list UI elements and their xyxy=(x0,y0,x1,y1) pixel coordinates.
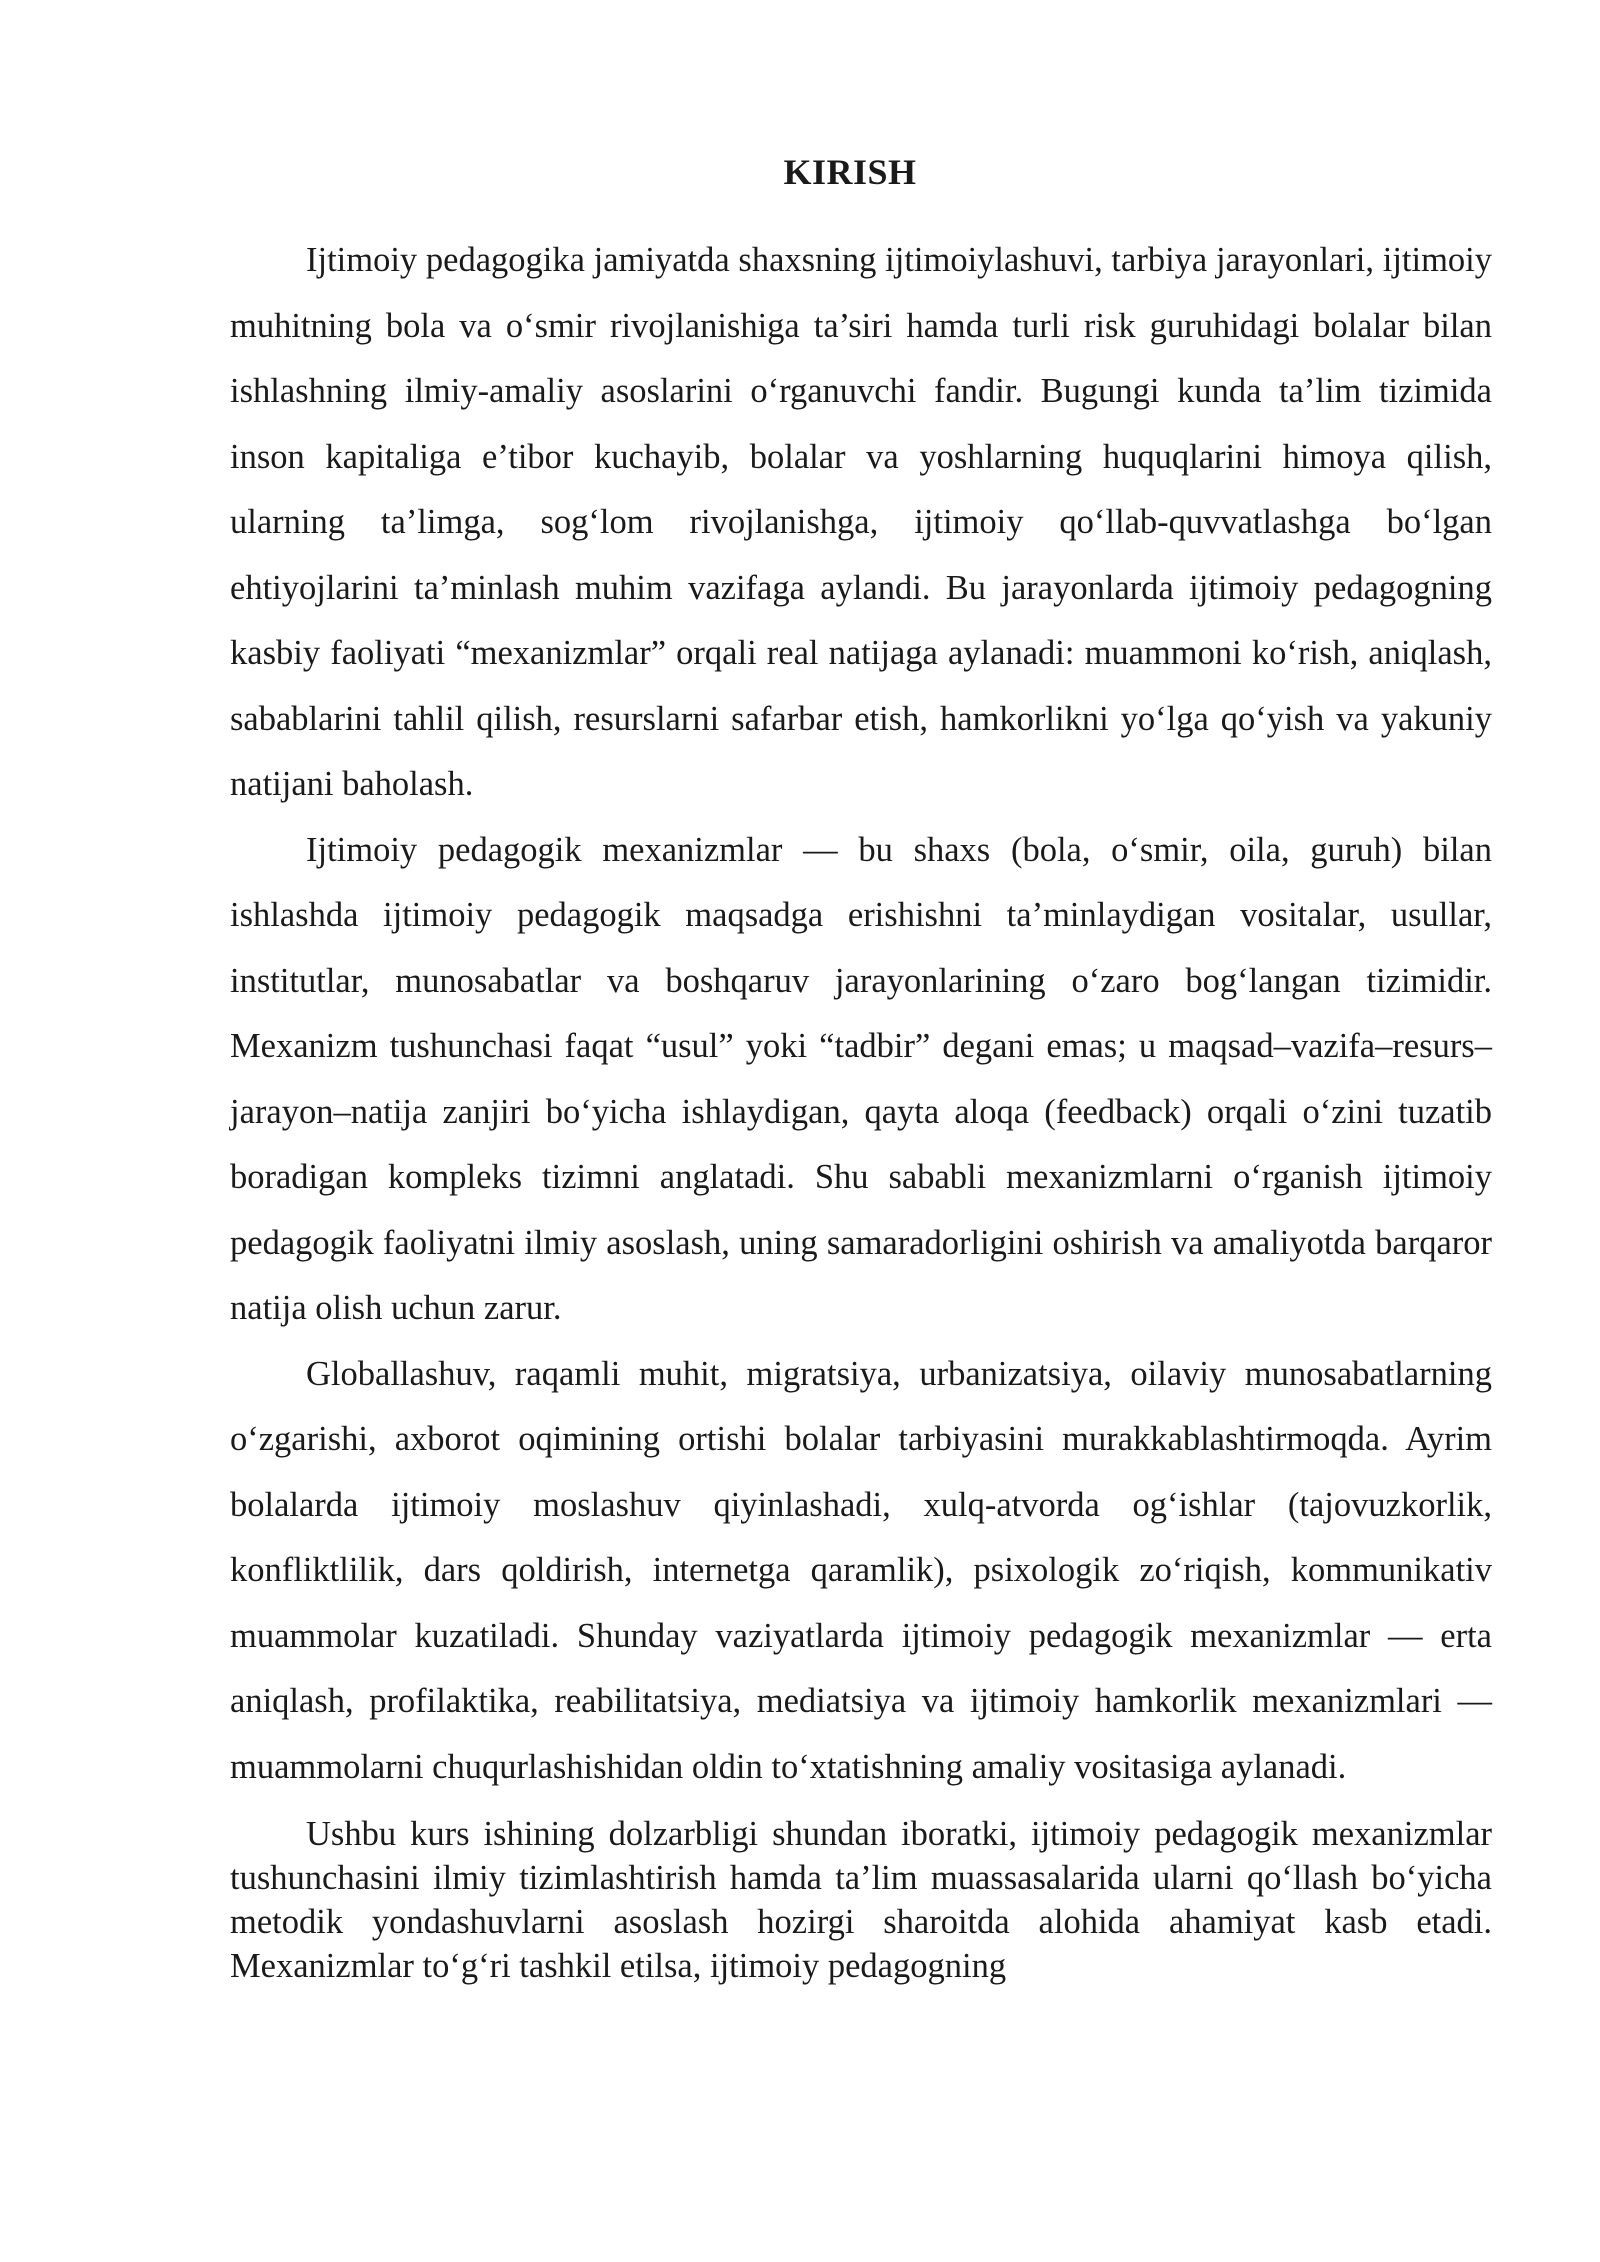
document-body xyxy=(230,228,1492,1988)
paragraph-mechanisms-definition: Ijtimoiy pedagogik mexanizmlar — bu shaxs (bola, o‘smir, oila, guruh) bilan ishlashda ijtimoiy pedagogik maqsadga erishishni ta’minlaydigan vositalar, usullar, institutlar, munosabatlar va boshqaruv jarayonlarining o‘zaro bog‘langan tizimidir. Mexanizm tushunchasi faqat “usul” yoki “tadbir” degani emas; u maqsad–vazifa–resurs–jarayon–natija zanjiri bo‘yicha ishlaydigan, qayta aloqa (feedback) orqali o‘zini tuzatib boradigan kompleks tizimni anglatadi. Shu sababli mexanizmlarni o‘rganish ijtimoiy pedagogik faoliyatni ilmiy asoslash, uning samaradorligini oshirish va amaliyotda barqaror natija olish uchun zarur. xyxy=(230,830,1492,1327)
paragraph-globalization: Globallashuv, raqamli muhit, migratsiya, urbanizatsiya, oilaviy munosabatlarning o‘zgarishi, axborot oqimining ortishi bolalar tarbiyasini murakkablashtirmoqda. Ayrim bolalarda ijtimoiy moslashuv qiyinlashadi, xulq-atvorda og‘ishlar (tajovuzkorlik, konfliktlilik, dars qoldirish, internetga qaramlik), psixologik zo‘riqish, kommunikativ muammolar kuzatiladi. Shunday vaziyatlarda ijtimoiy pedagogik mexanizmlar — erta aniqlash, profilaktika, reabilitatsiya, mediatsiya va ijtimoiy hamkorlik mexanizmlari — muammolarni chuqurlashishidan oldin to‘xtatishning amaliy vositasiga aylanadi. xyxy=(230,1354,1492,1786)
paragraph-relevance: Ushbu kurs ishining dolzarbligi shundan iboratki, ijtimoiy pedagogik mexanizmlar tushunchasini ilmiy tizimlashtirish hamda ta’lim muassasalarida ularni qo‘llash bo‘yicha metodik yondashuvlarni asoslash hozirgi sharoitda alohida ahamiyat kasb etadi. Mexanizmlar to‘g‘ri tashkil etilsa, ijtimoiy pedagogning xyxy=(230,1815,1492,1985)
page-heading: KIRISH xyxy=(783,152,917,192)
paragraph-intro: Ijtimoiy pedagogika jamiyatda shaxsning ijtimoiylashuvi, tarbiya jarayonlari, ijtimoiy muhitning bola va o‘smir rivojlanishiga ta’siri hamda turli risk guruhidagi bolalar bilan ishlashning ilmiy-amaliy asoslarini o‘rganuvchi fandir. Bugungi kunda ta’lim tizimida inson kapitaliga e’tibor kuchayib, bolalar va yoshlarning huquqlarini himoya qilish, ularning ta’limga, sog‘lom rivojlanishga, ijtimoiy qo‘llab-quvvatlashga bo‘lgan ehtiyojlarini ta’minlash muhim vazifaga aylandi. Bu jarayonlarda ijtimoiy pedagogning kasbiy faoliyati “mexanizmlar” orqali real natijaga aylanadi: muammoni ko‘rish, aniqlash, sabablarini tahlil qilish, resurslarni safarbar etish, hamkorlikni yo‘lga qo‘yish va yakuniy natijani baholash. xyxy=(230,241,1492,803)
